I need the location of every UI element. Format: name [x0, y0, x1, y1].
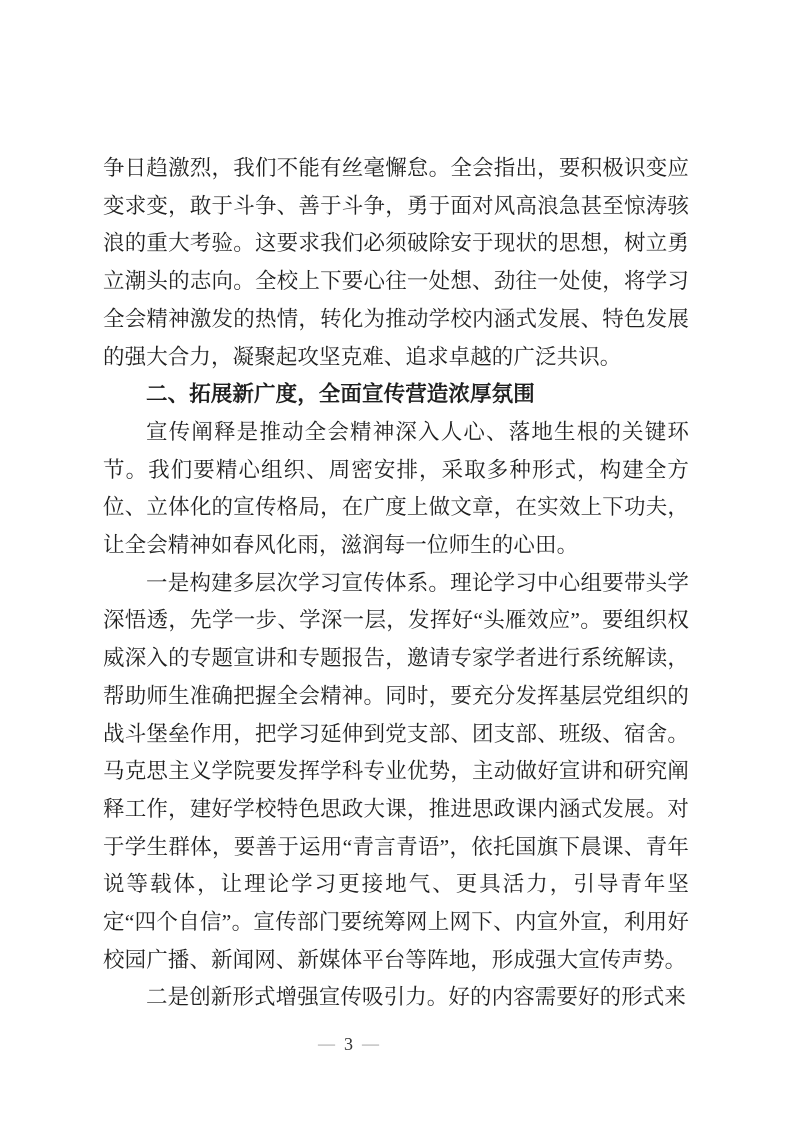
page-body-text [103, 150, 689, 1017]
body-paragraph-point-one: 一是构建多层次学习宣传体系。理论学习中心组要带头学深悟透，先学一步、学深一层，发挥好“头雁效应”。要组织权威深入的专题宣讲和专题报告，邀请专家学者进行系统解读，帮助师生准确把握全会精神。同时，要充分发挥基层党组织的战斗堡垒作用，把学习延伸到党支部、团支部、班级、宿舍。马克思主义学院要发挥学科专业优势，主动做好宣讲和研究阐释工作，建好学校特色思政大课，推进思政课内涵式发展。对于学生群体，要善于运用“青言青语”，依托国旗下晨课、青年说等载体，让理论学习更接地气、更具活力，引导青年坚定“四个自信”。宣传部门要统筹网上网下、内宣外宣，利用好校园广播、新闻网、新媒体平台等阵地，形成强大宣传声势。 [103, 570, 689, 972]
section-heading: 二、拓展新广度，全面宣传营造浓厚氛围 [146, 382, 535, 407]
page-footer [318, 1033, 379, 1055]
footer-dash-right: — [362, 1034, 379, 1053]
page-number: 3 [344, 1034, 353, 1054]
footer-dash-left: — [318, 1034, 335, 1053]
body-paragraph-point-two: 二是创新形式增强宣传吸引力。好的内容需要好的形式来 [146, 985, 687, 1010]
continuation-paragraph: 争日趋激烈，我们不能有丝毫懈怠。全会指出，要积极识变应变求变，敢于斗争、善于斗争，勇于面对风高浪急甚至惊涛骇浪的重大考验。这要求我们必须破除安于现状的思想，树立勇立潮头的志向。全校上下要心往一处想、劲往一处使，将学习全会精神激发的热情，转化为推动学校内涵式发展、特色发展的强大合力，凝聚起攻坚克难、追求卓越的广泛共识。 [103, 156, 689, 369]
body-paragraph-intro: 宣传阐释是推动全会精神深入人心、落地生根的关键环节。我们要精心组织、周密安排，采取多种形式，构建全方位、立体化的宣传格局，在广度上做文章，在实效上下功夫，让全会精神如春风化雨，滋润每一位师生的心田。 [103, 419, 689, 558]
